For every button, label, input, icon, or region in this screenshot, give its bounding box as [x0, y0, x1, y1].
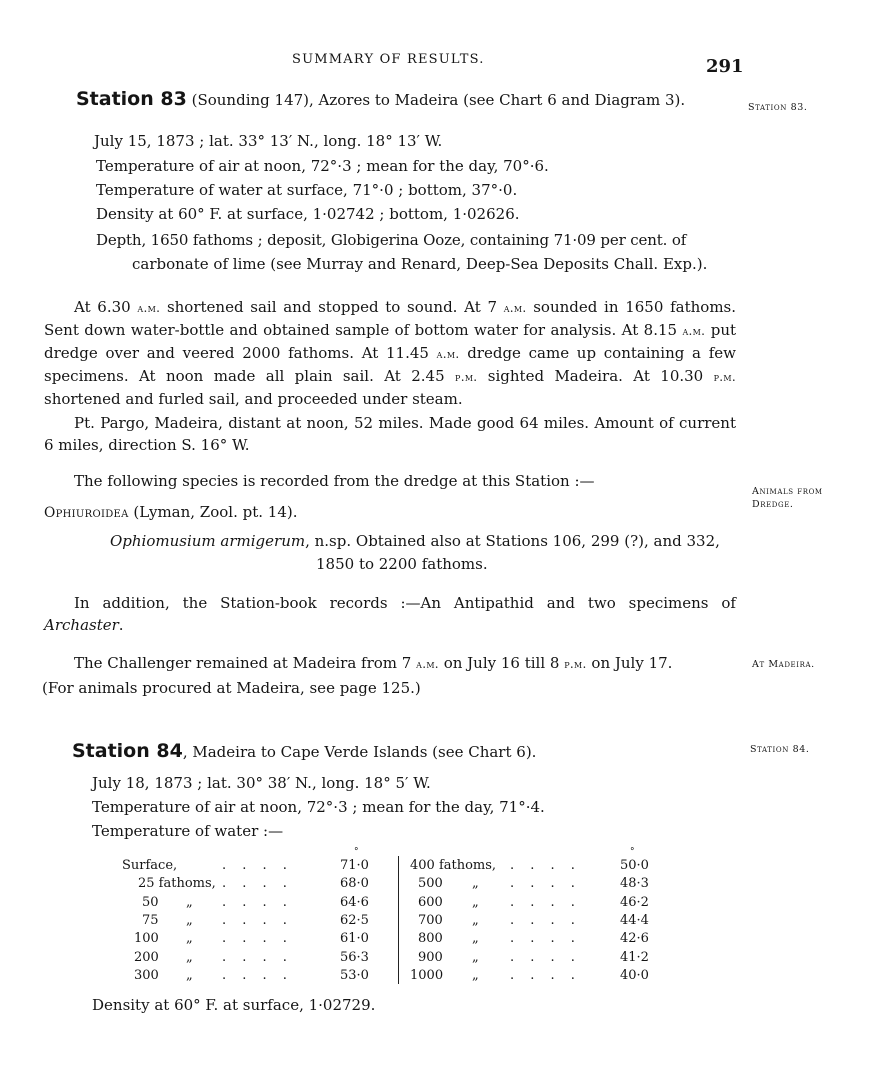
narrative-text: sighted Madeira. At 10.30 — [477, 367, 714, 385]
station-84-label: Station 84 — [72, 740, 183, 762]
temperature-value: 42·6 — [620, 931, 649, 947]
ophiuroidea-line — [44, 503, 298, 521]
species-line-2: 1850 to 2200 fathoms. — [316, 555, 488, 573]
addition-end: . — [118, 616, 124, 634]
depth-label: 75 — [142, 912, 159, 928]
ditto-mark: „ — [186, 949, 193, 965]
leader-dots: . . . . — [222, 894, 293, 910]
temperature-value: 56·3 — [340, 949, 369, 965]
narrative-text: shortened sail and stopped to sound. At 7 — [160, 298, 504, 316]
time-marker: a.m. — [436, 347, 460, 361]
temperature-value: 64·6 — [340, 894, 369, 910]
station-84-heading — [72, 740, 536, 762]
leader-dots: . . . . — [510, 931, 581, 947]
at-madeira-note: At Madeira. — [752, 659, 815, 670]
leader-dots: . . . . — [222, 931, 293, 947]
leader-dots: . . . . — [510, 912, 581, 928]
leader-dots: . . . . — [510, 894, 581, 910]
table-column-divider — [398, 856, 399, 984]
ditto-mark: „ — [186, 912, 193, 928]
narrative-text: shortened and furled sail, and proceeded under steam. — [44, 390, 463, 408]
depth-label: 500 — [418, 876, 443, 892]
station-84-date-position: July 18, 1873 ; lat. 30° 38′ N., long. 18° 5′ W. — [92, 774, 431, 792]
leader-dots: . . . . — [222, 967, 293, 983]
temperature-value: 62·5 — [340, 912, 369, 928]
addition-text: In addition, the Station-book records :—An Antipathid and two specimens of — [74, 594, 736, 612]
station-84-sidenote: Station 84. — [750, 744, 810, 755]
leader-dots: . . . . — [222, 912, 293, 928]
station-83-heading-text: (Sounding 147), Azores to Madeira (see Chart 6 and Diagram 3). — [191, 91, 686, 109]
station-83-density: Density at 60° F. at surface, 1·02742 ; bottom, 1·02626. — [96, 205, 520, 223]
ditto-mark: „ — [186, 967, 193, 983]
depth-label: 900 — [418, 949, 443, 965]
ditto-mark: „ — [472, 912, 479, 928]
station-83-water-temperature: Temperature of water at surface, 71°·0 ; bottom, 37°·0. — [96, 181, 518, 199]
station-83-air-temperature: Temperature of air at noon, 72°·3 ; mean for the day, 70°·6. — [96, 157, 549, 175]
degree-mark-right: ° — [630, 847, 635, 857]
ditto-mark: „ — [472, 894, 479, 910]
ditto-mark: „ — [472, 949, 479, 965]
leader-dots: . . . . — [510, 858, 581, 873]
ditto-mark: „ — [472, 967, 479, 983]
temperature-value: 44·4 — [620, 912, 649, 928]
species-intro: The following species is recorded from the dredge at this Station :— — [74, 472, 595, 490]
madeira-text: on July 16 till 8 — [438, 654, 565, 672]
depth-label: 600 — [418, 894, 443, 910]
station-84-density: Density at 60° F. at surface, 1·02729. — [92, 996, 376, 1014]
group-name: Ophiuroidea — [44, 505, 129, 521]
station-83-date-position: July 15, 1873 ; lat. 33° 13′ N., long. 18° 13′ W. — [94, 132, 443, 150]
temperature-value: 68·0 — [340, 876, 369, 892]
time-marker: a.m. — [137, 301, 161, 315]
madeira-text: on July 17. — [586, 654, 673, 672]
madeira-text: The Challenger remained at Madeira from 7 — [74, 654, 417, 672]
station-84-heading-text: , Madeira to Cape Verde Islands (see Chart 6). — [182, 743, 537, 761]
group-reference: (Lyman, Zool. pt. 14). — [128, 503, 298, 521]
animals-from-dredge-note-2: Dredge. — [752, 499, 794, 510]
degree-mark-left: ° — [354, 847, 359, 857]
time-marker: a.m. — [682, 324, 706, 338]
station-83-depth-line-2: carbonate of lime (see Murray and Renard, Deep-Sea Deposits Chall. Exp.). — [132, 255, 708, 273]
depth-label: 800 — [418, 931, 443, 947]
station-83-sidenote: Station 83. — [748, 102, 808, 113]
madeira-line-1 — [74, 654, 672, 672]
station-83-position-paragraph: Pt. Pargo, Madeira, distant at noon, 52 miles. Made good 64 miles. Amount of current 6 miles, direction S. 16° W. — [44, 414, 736, 454]
page-number: 291 — [706, 56, 744, 77]
time-marker: p.m. — [455, 370, 478, 384]
depth-label: 700 — [418, 912, 443, 928]
species-stations: , n.sp. Obtained also at Stations 106, 299 (?), and 332, — [305, 532, 720, 550]
leader-dots: . . . . — [510, 949, 581, 965]
station-84-water-temperature-heading: Temperature of water :— — [92, 822, 284, 840]
depth-label: 25 fathoms, — [138, 876, 216, 892]
depth-label: 1000 — [410, 967, 444, 983]
ditto-mark: „ — [186, 894, 193, 910]
species-line-1 — [110, 532, 720, 550]
ditto-mark: „ — [472, 876, 479, 892]
temperature-value: 53·0 — [340, 967, 369, 983]
narrative-text: dredge came up containing a few specimens. At noon made all plain sail. At 2.45 — [44, 344, 736, 385]
station-83-narrative — [44, 296, 736, 410]
time-marker: a.m. — [416, 657, 439, 671]
temperature-value: 48·3 — [620, 876, 649, 892]
narrative-text: put dredge over and veered 2000 fathoms. At 11.45 — [44, 321, 737, 362]
narrative-text: sounded in 1650 fathoms. Sent down water-bottle and obtained sample of bottom water for analysis. At 8.15 — [44, 298, 737, 339]
leader-dots: . . . . — [222, 949, 293, 965]
ditto-mark: „ — [472, 931, 479, 947]
madeira-line-2: (For animals procured at Madeira, see page 125.) — [42, 679, 421, 697]
time-marker: p.m. — [713, 370, 737, 384]
temperature-value: 71·0 — [340, 858, 369, 873]
leader-dots: . . . . — [510, 967, 581, 983]
animals-from-dredge-note-1: Animals from — [752, 486, 823, 497]
temperature-value: 41·2 — [620, 949, 649, 965]
station-83-depth-line-1: Depth, 1650 fathoms ; deposit, Globigerina Ooze, containing 71·09 per cent. of — [96, 231, 687, 249]
leader-dots: . . . . — [510, 876, 581, 892]
leader-dots: . . . . — [222, 876, 293, 892]
time-marker: p.m. — [564, 657, 587, 671]
depth-label: 100 — [134, 931, 159, 947]
depth-label: Surface, — [122, 858, 178, 873]
leader-dots: . . . . — [222, 858, 293, 873]
temperature-value: 46·2 — [620, 894, 649, 910]
species-name: Ophiomusium armigerum — [110, 532, 306, 550]
temperature-value: 61·0 — [340, 931, 369, 947]
temperature-value: 50·0 — [620, 858, 649, 873]
station-83-heading — [76, 88, 685, 110]
addition-paragraph — [44, 592, 736, 636]
depth-label: 200 — [134, 949, 159, 965]
depth-label: 400 fathoms, — [410, 858, 497, 873]
depth-label: 300 — [134, 967, 159, 983]
ditto-mark: „ — [186, 931, 193, 947]
archaster-name: Archaster — [44, 616, 119, 634]
time-marker: a.m. — [503, 301, 527, 315]
depth-label: 50 — [142, 894, 159, 910]
station-84-air-temperature: Temperature of air at noon, 72°·3 ; mean for the day, 71°·4. — [92, 798, 545, 816]
station-83-label: Station 83 — [76, 88, 187, 110]
running-title: SUMMARY OF RESULTS. — [292, 52, 485, 67]
temperature-value: 40·0 — [620, 967, 649, 983]
narrative-text: At 6.30 — [74, 298, 138, 316]
